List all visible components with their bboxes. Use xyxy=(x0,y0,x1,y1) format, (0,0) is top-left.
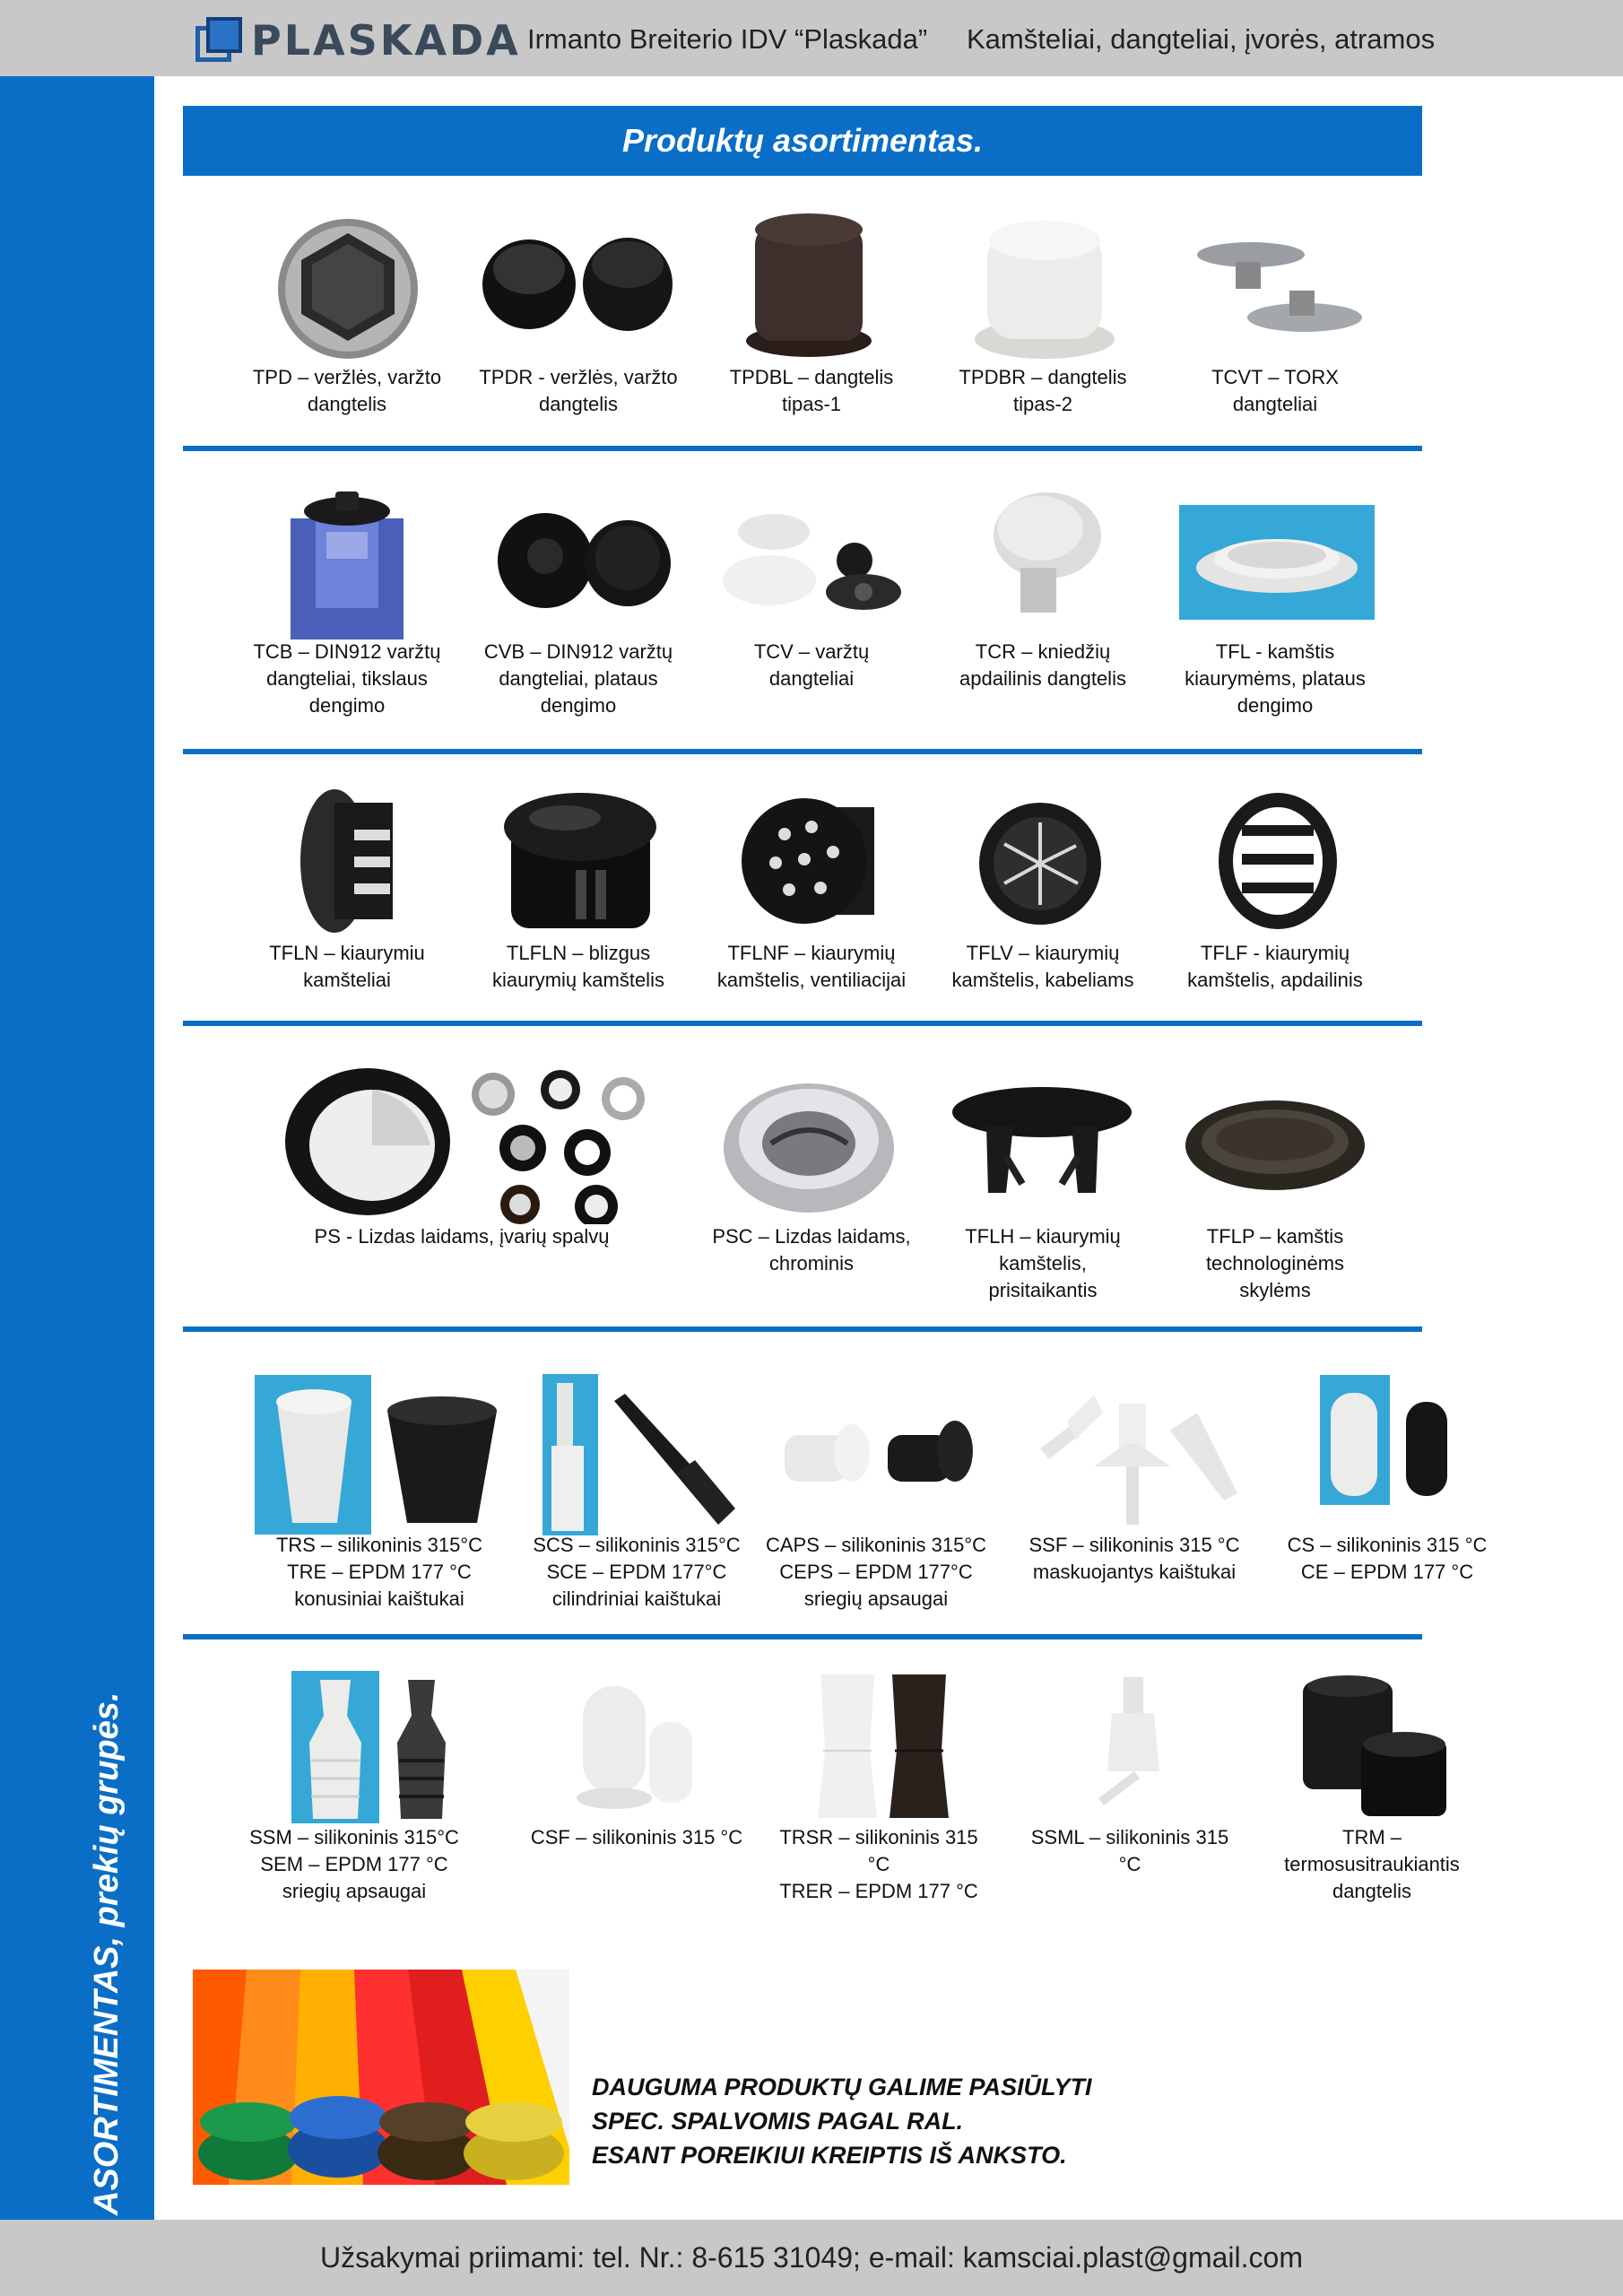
product-label: TPD – veržlės, varžto dangtelis xyxy=(252,366,442,415)
product-label: PSC – Lizdas laidams, chrominis xyxy=(712,1225,911,1274)
product-label: TPDR - veržlės, varžto dangtelis xyxy=(479,366,678,415)
ssf-plugs-image xyxy=(1022,1386,1246,1529)
psc-grommet-image xyxy=(722,1072,897,1215)
company-name: Irmanto Breiterio IDV “Plaskada” xyxy=(527,23,928,55)
special-colors-note xyxy=(592,2070,1091,2172)
product-label: TCVT – TORX dangteliai xyxy=(1211,366,1339,415)
trm-caps-image xyxy=(1298,1673,1451,1821)
sidebar-band xyxy=(0,76,154,2220)
product-label: CVB – DIN912 varžtų dangteliai, plataus dengimo xyxy=(483,640,673,717)
tflv-plug-image xyxy=(977,794,1112,928)
tcvt-caps-image xyxy=(1193,235,1363,338)
caps-ceps-caps-image xyxy=(780,1417,973,1498)
row-divider xyxy=(183,446,1422,451)
trs-tre-plugs-image xyxy=(255,1375,506,1535)
logo-squares-icon xyxy=(195,17,242,64)
scs-sce-plugs-image xyxy=(542,1374,735,1535)
tfln-plug-image xyxy=(299,785,402,937)
tfl-plug-image xyxy=(1179,505,1375,620)
page-title-banner: Produktų asortimentas. xyxy=(183,106,1422,176)
product-label: TRM – termosusitraukiantis dangtelis xyxy=(1284,1826,1460,1902)
product-label: PS - Lizdas laidams, įvarių spalvų xyxy=(314,1225,610,1248)
tpdr-caps-image xyxy=(480,229,677,341)
sidebar-title: ASORTIMENTAS, prekių grupės. xyxy=(88,1692,126,2215)
plaskada-logo xyxy=(195,16,521,65)
product-label: TFLH – kiaurymių kamštelis, prisitaikantis xyxy=(965,1225,1121,1301)
product-label: SSML – silikoninis 315 °C xyxy=(1030,1826,1229,1875)
product-label: TCR – kniedžių apdailinis dangtelis xyxy=(959,640,1126,690)
product-label: SSF – silikoninis 315 °C maskuojantys kaištukai xyxy=(1028,1534,1240,1583)
logo-text: PLASKADA xyxy=(251,16,521,65)
note-line: SPEC. SPALVOMIS PAGAL RAL. xyxy=(592,2108,964,2135)
tpdbr-cap-image xyxy=(973,213,1116,361)
product-label: TFLF - kiaurymių kamštelis, apdailinis xyxy=(1187,942,1363,991)
note-line: ESANT POREIKIUI KREIPTIS IŠ ANKSTO. xyxy=(592,2142,1067,2169)
ps-grommets-image xyxy=(282,1063,650,1224)
tlfln-plug-image xyxy=(502,789,659,933)
contact-info: Užsakymai priimami: tel. Nr.: 8-615 31049; e-mail: kamsciai.plast@gmail.com xyxy=(320,2241,1303,2274)
trsr-trer-plugs-image xyxy=(807,1670,959,1822)
row-divider xyxy=(183,1634,1422,1639)
row-divider xyxy=(183,1021,1422,1026)
csf-caps-image xyxy=(574,1673,699,1816)
product-label: TFLP – kamštis technologinėms skylėms xyxy=(1205,1225,1345,1301)
row-divider xyxy=(183,749,1422,754)
tflnf-plug-image xyxy=(740,789,883,933)
product-label: TFLN – kiaurymiu kamšteliai xyxy=(269,942,425,991)
cvb-caps-image xyxy=(493,511,673,610)
cs-ce-caps-image xyxy=(1320,1375,1459,1505)
tflp-plug-image xyxy=(1184,1099,1367,1193)
product-label: TLFLN – blizgus kiaurymių kamštelis xyxy=(492,942,664,991)
header-bar xyxy=(0,0,1623,76)
tflh-plug-image xyxy=(950,1085,1134,1202)
footer-bar xyxy=(0,2220,1623,2296)
product-label: SSM – silikoninis 315°C SEM – EPDM 177 °C sriegių apsaugai xyxy=(249,1826,459,1902)
tflf-plug-image xyxy=(1215,789,1341,933)
ssml-plugs-image xyxy=(1089,1673,1188,1816)
product-label: TFL - kamštis kiaurymėms, plataus dengimo xyxy=(1185,640,1366,717)
tcr-cap-image xyxy=(985,489,1106,619)
header-tagline: Kamšteliai, dangteliai, įvorės, atramos xyxy=(967,23,1436,55)
product-label: TPDBR – dangtelis tipas-2 xyxy=(959,366,1127,415)
tpdbl-cap-image xyxy=(744,208,874,361)
tcv-caps-image xyxy=(720,507,904,614)
note-line: DAUGUMA PRODUKTŲ GALIME PASIŪLYTI xyxy=(592,2074,1092,2100)
product-label: CAPS – silikoninis 315°C CEPS – EPDM 177°C sriegių apsaugai xyxy=(765,1534,987,1610)
tpd-cap-image xyxy=(269,208,426,370)
product-label: CS – silikoninis 315 °C CE – EPDM 177 °C xyxy=(1287,1534,1488,1583)
tcb-cap-image xyxy=(289,491,405,639)
product-label: CSF – silikoninis 315 °C xyxy=(530,1826,743,1848)
product-label: SCS – silikoninis 315°C SCE – EPDM 177°C cilindriniai kaištukai xyxy=(533,1534,741,1610)
product-label: TFLNF – kiaurymių kamštelis, ventiliacijai xyxy=(716,942,907,991)
product-label: TRS – silikoninis 315°C TRE – EPDM 177 °C konusiniai kaištukai xyxy=(275,1534,483,1610)
product-label: TPDBL – dangtelis tipas-1 xyxy=(729,366,894,415)
ssm-sem-plugs-image xyxy=(291,1671,471,1823)
product-label: TCB – DIN912 varžtų dangteliai, tikslaus dengimo xyxy=(253,640,441,717)
ral-color-samples-image xyxy=(193,1970,569,2185)
product-label: TCV – varžtų dangteliai xyxy=(753,640,870,690)
row-divider xyxy=(183,1326,1422,1332)
product-label: TRSR – silikoninis 315 °C TRER – EPDM 177 °C xyxy=(779,1826,978,1902)
product-label: TFLV – kiaurymių kamštelis, kabeliams xyxy=(951,942,1134,991)
